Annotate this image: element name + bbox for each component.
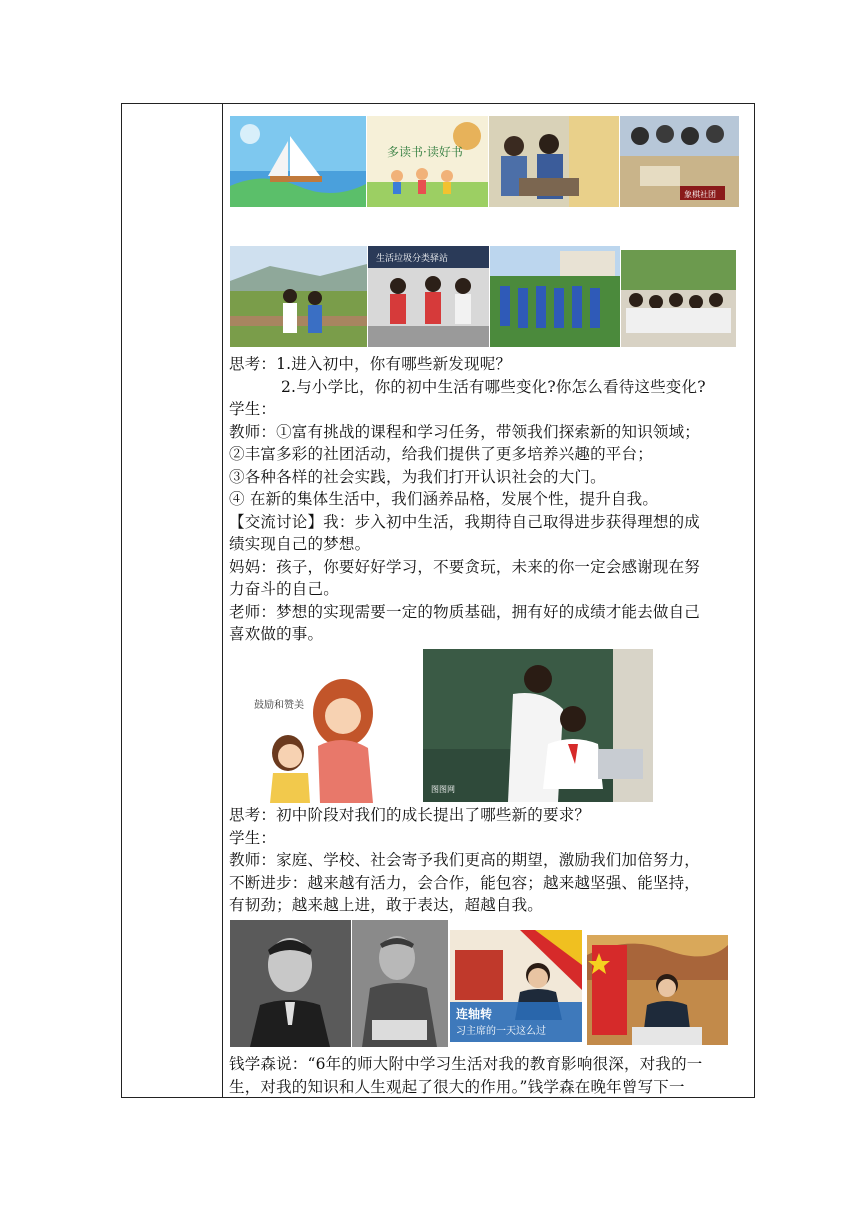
section-discussion bbox=[229, 353, 751, 646]
reading-poster-image bbox=[367, 116, 488, 207]
think-question-1: 思考：1.进入初中，你有哪些新发现呢？ bbox=[229, 355, 512, 373]
teacher-student-photo bbox=[423, 649, 653, 802]
banner-line-1: 连轴转 bbox=[456, 1007, 493, 1021]
students-seated-image bbox=[621, 250, 736, 347]
sailboat-illustration-image bbox=[230, 116, 366, 207]
teacher-point-1: 教师：①富有挑战的课程和学习任务，带领我们探索新的知识领域； bbox=[229, 422, 701, 441]
teacher-expectation-3: 有韧劲；越来越上进，敢于表达，超越自我。 bbox=[229, 896, 544, 914]
teacher-expectation-2: 不断进步：越来越有活力，会合作，能包容；越来越坚强、能坚持， bbox=[229, 873, 701, 892]
farming-activity-image bbox=[230, 246, 367, 347]
photo-watermark: 图图网 bbox=[431, 785, 455, 794]
school-assembly-image bbox=[490, 246, 620, 347]
teacher-point-3: ③各种各样的社会实践，为我们打开认识社会的大门。 bbox=[229, 467, 606, 486]
teacher-point-4: ④ 在新的集体生活中，我们涵养品格，发展个性，提升自我。 bbox=[229, 490, 659, 508]
mother-child-illustration bbox=[248, 658, 390, 803]
club-sign: 象棋社团 bbox=[684, 190, 716, 199]
booth-sign: 生活垃圾分类驿站 bbox=[376, 254, 449, 264]
think-question-2: 2.与小学比，你的初中生活有哪些变化?你怎么看待这些变化? bbox=[281, 377, 706, 396]
quote-line-2: 生，对我的知识和人生观起了很大的作用。”钱学森在晚年曾写下一 bbox=[229, 1077, 685, 1096]
discussion-line-1: 【交流讨论】我：步入初中生活，我期待自己取得进步获得理想的成 bbox=[229, 512, 701, 531]
column-divider bbox=[222, 104, 223, 1097]
section-quote bbox=[229, 1053, 751, 1098]
student-label: 学生： bbox=[229, 400, 277, 418]
recycling-booth-image bbox=[368, 246, 489, 347]
students-club-image bbox=[620, 116, 739, 207]
quote-line-1: 钱学森说：“6年的师大附中学习生活对我的教育影响很深，对我的一 bbox=[229, 1055, 703, 1073]
think-question-3: 思考：初中阶段对我们的成长提出了哪些新的要求？ bbox=[229, 806, 591, 824]
portrait-elder-scientist bbox=[352, 920, 448, 1047]
student-label-2: 学生： bbox=[229, 828, 277, 847]
discussion-line-2: 绩实现自己的梦想。 bbox=[229, 535, 371, 553]
banner-line-2: 习主席的一天这么过 bbox=[456, 1026, 546, 1037]
tutor-line-2: 喜欢做的事。 bbox=[229, 625, 324, 643]
teacher-point-2: ②丰富多彩的社团活动，给我们提供了更多培养兴趣的平台； bbox=[229, 445, 653, 463]
news-banner-image bbox=[450, 930, 582, 1042]
mom-caption: 鼓励和赞美 bbox=[254, 700, 304, 711]
section-requirements bbox=[229, 804, 751, 917]
students-lab-image bbox=[489, 116, 619, 207]
portrait-young-scientist bbox=[230, 920, 351, 1047]
mom-line-2: 力奋斗的自己。 bbox=[229, 580, 339, 598]
teacher-expectation-1: 教师：家庭、学校、社会寄予我们更高的期望，激励我们加倍努力， bbox=[229, 851, 701, 869]
reading-poster-title: 多读书·读好书 bbox=[387, 145, 463, 159]
tutor-line-1: 老师：梦想的实现需要一定的物质基础，拥有好的成绩才能去做自己 bbox=[229, 602, 701, 621]
flag-portrait-image bbox=[587, 935, 728, 1045]
mom-line-1: 妈妈：孩子，你要好好学习，不要贪玩，未来的你一定会感谢现在努 bbox=[229, 557, 701, 576]
